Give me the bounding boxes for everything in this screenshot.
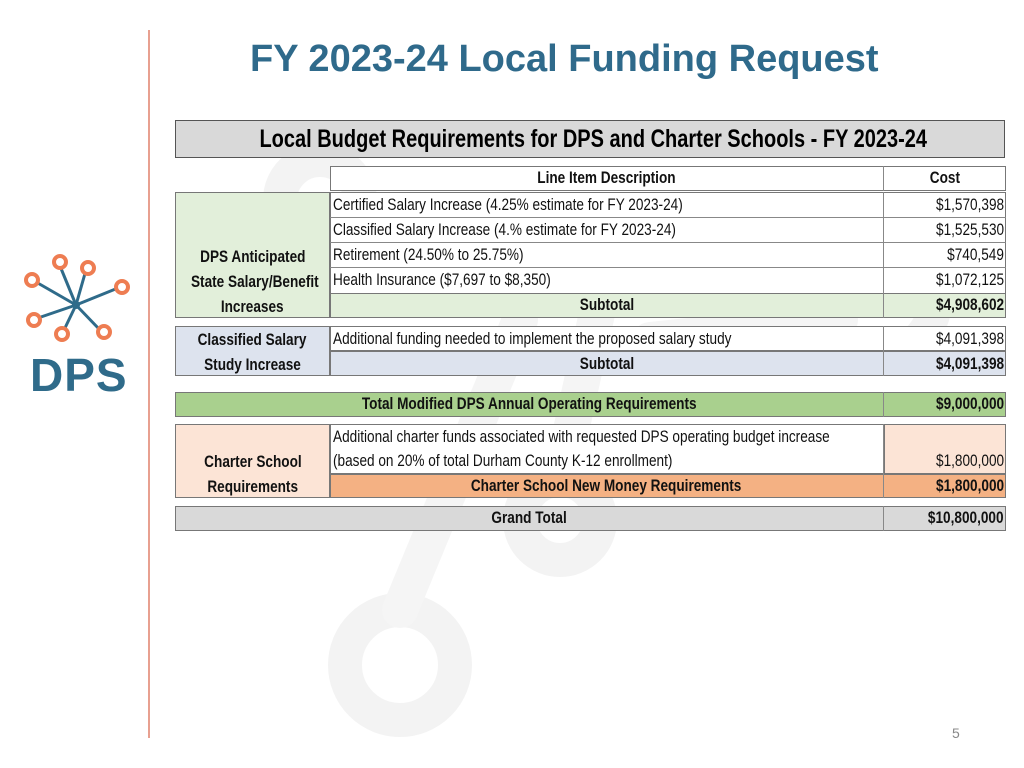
table-row: Health Insurance ($7,697 to $8,350) bbox=[333, 270, 551, 289]
table-row: Certified Salary Increase (4.25% estimate for FY 2023-24) bbox=[333, 195, 683, 214]
table-cell-cost: $740,549 bbox=[947, 245, 1004, 264]
table-row: Additional charter funds associated with requested DPS operating budget increase (based on 20% of total Durham County K-12 enrollment) bbox=[333, 427, 830, 470]
logo-wordmark: DPS bbox=[30, 349, 128, 401]
column-header-description: Line Item Description bbox=[537, 168, 676, 187]
table-cell-cost: $1,570,398 bbox=[935, 195, 1004, 214]
section1-label: DPS Anticipated State Salary/Benefit Increases bbox=[190, 247, 319, 316]
section2-subtotal-cost: $4,091,398 bbox=[935, 354, 1004, 373]
total-modified-cost: $9,000,000 bbox=[935, 394, 1004, 413]
page-number: 5 bbox=[952, 725, 960, 741]
table-banner bbox=[175, 120, 1005, 158]
section1-subtotal-cost: $4,908,602 bbox=[935, 295, 1004, 314]
section3-label: Charter School Requirements bbox=[203, 452, 302, 496]
table-row: Classified Salary Increase (4.% estimate for FY 2023-24) bbox=[333, 220, 676, 239]
vertical-divider bbox=[148, 30, 150, 738]
table-cell-cost: $1,800,000 bbox=[935, 451, 1004, 470]
section3-subtotal-label: Charter School New Money Requirements bbox=[471, 476, 742, 495]
section2-subtotal-label: Subtotal bbox=[579, 354, 634, 373]
section3-subtotal-cost: $1,800,000 bbox=[935, 476, 1004, 495]
table-banner-text: Local Budget Requirements for DPS and Charter Schools - FY 2023-24 bbox=[259, 125, 928, 153]
total-modified-label: Total Modified DPS Annual Operating Requirements bbox=[361, 394, 697, 413]
table-row: Additional funding needed to implement the proposed salary study bbox=[333, 329, 732, 348]
section2-label: Classified Salary Study Increase bbox=[198, 330, 307, 374]
section1-subtotal-label: Subtotal bbox=[579, 295, 634, 314]
grand-total-cost: $10,800,000 bbox=[928, 508, 1004, 527]
page-title: FY 2023-24 Local Funding Request bbox=[250, 38, 879, 80]
column-header-cost: Cost bbox=[929, 168, 961, 187]
table-cell-cost: $4,091,398 bbox=[935, 329, 1004, 348]
grand-total-label: Grand Total bbox=[491, 508, 567, 527]
table-row: Retirement (24.50% to 25.75%) bbox=[333, 245, 524, 264]
table-cell-cost: $1,525,530 bbox=[935, 220, 1004, 239]
table-cell-cost: $1,072,125 bbox=[935, 270, 1004, 289]
